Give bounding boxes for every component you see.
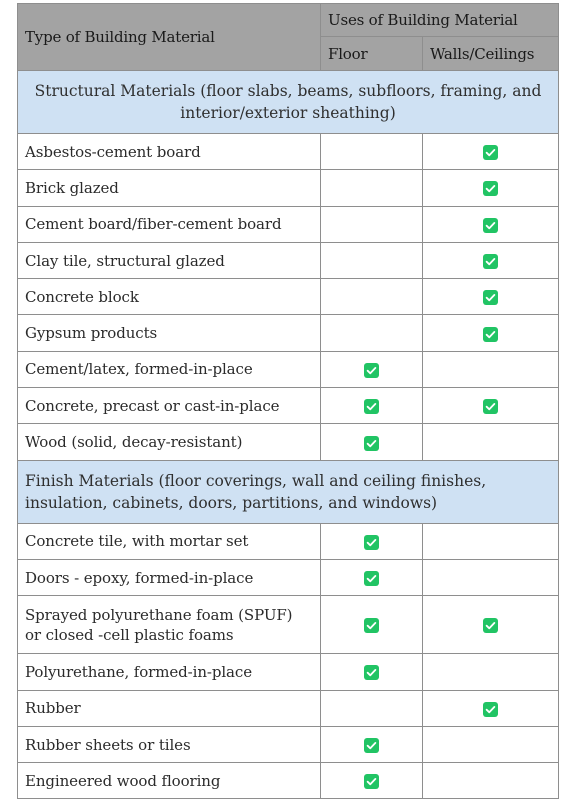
floor-cell [321,170,423,206]
checkbox-checked-icon [364,774,379,789]
material-cell: Wood (solid, decay-resistant) [18,424,321,460]
floor-cell [321,763,423,799]
material-cell: Polyurethane, formed-in-place [18,654,321,690]
table-row [18,134,559,170]
floor-cell [321,134,423,170]
section-title: Finish Materials (floor coverings, wall and ceiling finishes, insulation, cabinets, doors, partitions, and windows) [18,460,559,523]
material-cell: Cement/latex, formed-in-place [18,351,321,387]
floor-cell [321,388,423,424]
floor-cell [321,242,423,278]
material-cell: Rubber [18,690,321,726]
table-row [18,690,559,726]
floor-cell [321,559,423,595]
floor-cell [321,424,423,460]
walls-cell [423,279,559,315]
table-row [18,170,559,206]
walls-cell [423,388,559,424]
checkbox-checked-icon [483,254,498,269]
table-row [18,596,559,654]
material-cell: Concrete, precast or cast-in-place [18,388,321,424]
material-cell: Brick glazed [18,170,321,206]
checkbox-checked-icon [364,618,379,633]
walls-cell [423,690,559,726]
walls-cell [423,242,559,278]
walls-cell [423,351,559,387]
floor-cell [321,206,423,242]
header-floor-cell: Floor [321,37,423,71]
walls-cell [423,763,559,799]
table-row [18,523,559,559]
checkbox-checked-icon [364,399,379,414]
checkbox-checked-icon [364,665,379,680]
table-row [18,654,559,690]
checkbox-checked-icon [483,218,498,233]
checkbox-checked-icon [483,702,498,717]
walls-cell [423,523,559,559]
table-row [18,315,559,351]
table-row [18,242,559,278]
floor-cell [321,279,423,315]
material-cell: Doors - epoxy, formed-in-place [18,559,321,595]
material-cell: Gypsum products [18,315,321,351]
header-uses-cell: Uses of Building Material [321,4,559,37]
walls-cell [423,170,559,206]
material-cell: Asbestos-cement board [18,134,321,170]
table-row [18,388,559,424]
building-materials-table [17,3,559,799]
floor-cell [321,726,423,762]
section-row-structural [18,71,559,134]
header-type-cell: Type of Building Material [18,4,321,71]
table-body [18,71,559,799]
checkbox-checked-icon [483,399,498,414]
walls-cell [423,654,559,690]
floor-cell [321,690,423,726]
checkbox-checked-icon [364,363,379,378]
checkbox-checked-icon [483,290,498,305]
walls-cell [423,134,559,170]
walls-cell [423,424,559,460]
material-cell: Concrete block [18,279,321,315]
checkbox-checked-icon [483,145,498,160]
material-cell: Rubber sheets or tiles [18,726,321,762]
checkbox-checked-icon [483,181,498,196]
table-row [18,763,559,799]
walls-cell [423,206,559,242]
section-title: Structural Materials (floor slabs, beams, subfloors, framing, and interior/exterior sheathing) [18,71,559,134]
floor-cell [321,523,423,559]
floor-cell [321,654,423,690]
table-row [18,424,559,460]
section-row-finish [18,460,559,523]
material-cell: Clay tile, structural glazed [18,242,321,278]
table-row [18,351,559,387]
table-row [18,726,559,762]
table-row [18,206,559,242]
floor-cell [321,351,423,387]
walls-cell [423,315,559,351]
checkbox-checked-icon [364,535,379,550]
walls-cell [423,726,559,762]
floor-cell [321,596,423,654]
header-walls-cell: Walls/Ceilings [423,37,559,71]
material-cell: Sprayed polyurethane foam (SPUF) or closed -cell plastic foams [18,596,321,654]
material-cell: Cement board/fiber-cement board [18,206,321,242]
walls-cell [423,596,559,654]
table-row [18,279,559,315]
floor-cell [321,315,423,351]
walls-cell [423,559,559,595]
checkbox-checked-icon [483,327,498,342]
checkbox-checked-icon [483,618,498,633]
material-cell: Engineered wood flooring [18,763,321,799]
checkbox-checked-icon [364,436,379,451]
checkbox-checked-icon [364,738,379,753]
material-cell: Concrete tile, with mortar set [18,523,321,559]
checkbox-checked-icon [364,571,379,586]
table-row [18,559,559,595]
header-row [18,4,559,37]
